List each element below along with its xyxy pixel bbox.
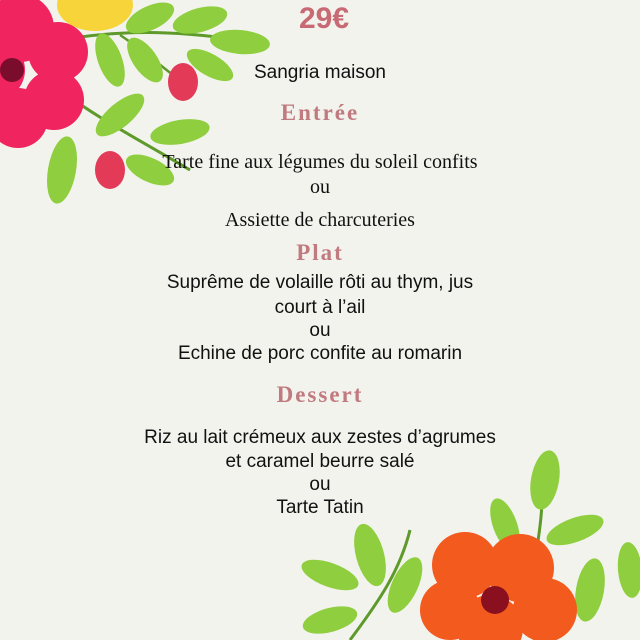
entree-option-2: Assiette de charcuteries <box>225 209 415 231</box>
section-heading-dessert: Dessert <box>276 382 364 407</box>
dessert-option-2: Tarte Tatin <box>276 497 364 518</box>
menu-price: 29€ <box>298 2 350 35</box>
plat-option-1-line-1: Suprême de volaille rôti au thym, jus <box>166 272 474 293</box>
aperitif: Sangria maison <box>253 62 387 83</box>
section-heading-entree: Entrée <box>280 100 360 125</box>
dessert-option-1-line-2: et caramel beurre salé <box>225 451 415 472</box>
dessert-or: ou <box>309 474 331 495</box>
dessert-option-1-line-1: Riz au lait crémeux aux zestes d’agrumes <box>144 427 496 448</box>
entree-option-1: Tarte fine aux légumes du soleil confits <box>162 151 478 173</box>
plat-option-2: Echine de porc confite au romarin <box>177 343 463 364</box>
entree-or: ou <box>310 176 330 198</box>
plat-or: ou <box>309 320 331 341</box>
plat-option-1-line-2: court à l’ail <box>274 297 366 318</box>
section-heading-plat: Plat <box>296 240 344 265</box>
